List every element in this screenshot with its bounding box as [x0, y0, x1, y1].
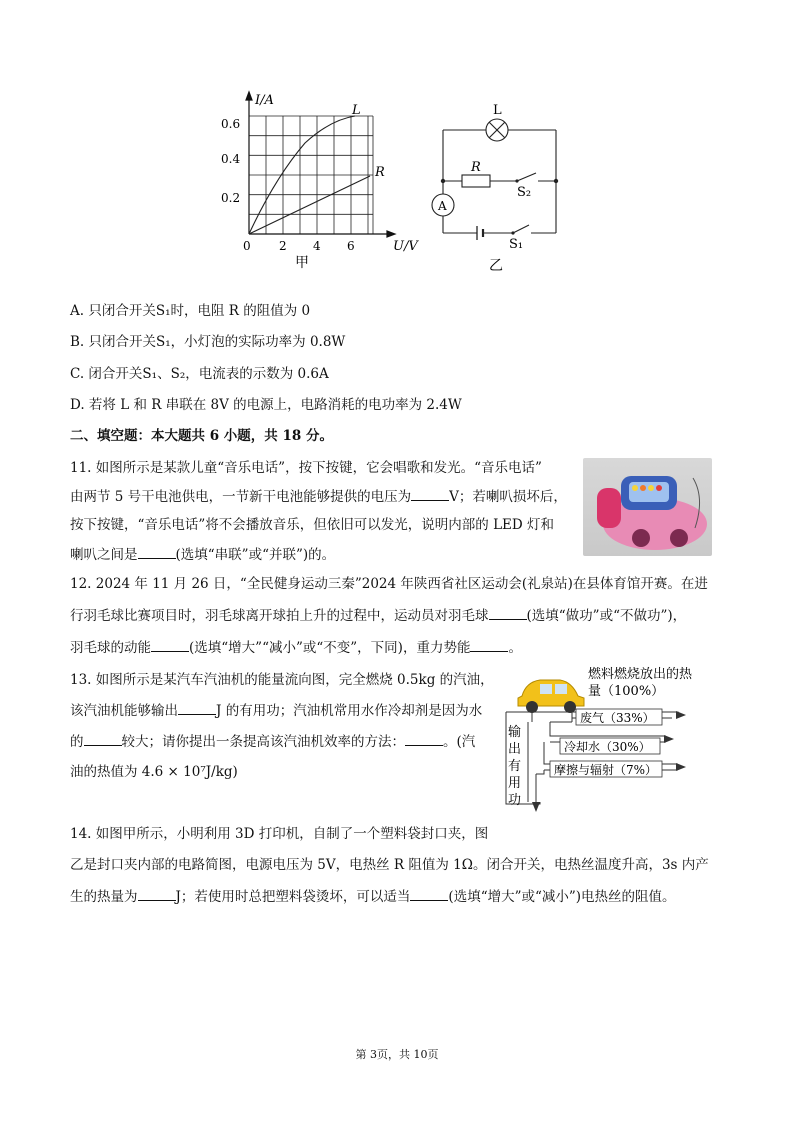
switch-s2-label: S₂ [517, 185, 532, 200]
y-tick: 0.4 [221, 152, 241, 166]
waste-gas-label: 废气（33%） [580, 711, 655, 725]
energy-top-label-1: 燃料燃烧放出的热 [588, 667, 693, 682]
x-axis-label: U/V [393, 239, 418, 254]
option-b: B. 只闭合开关S₁，小灯泡的实际功率为 0.8W [70, 334, 346, 350]
q14-line2: 乙是封口夹内部的电路简图，电源电压为 5V，电热丝 R 阻值为 1Ω。闭合开关，电热丝温度升高，3s 内产 [70, 857, 709, 873]
svg-text:出: 出 [508, 742, 522, 757]
answer-blank [138, 544, 176, 559]
svg-text:功: 功 [508, 793, 522, 808]
y-axis-label: I/A [255, 93, 274, 108]
figure-caption-jia: 甲 [295, 255, 309, 271]
graph-grid [249, 116, 373, 234]
answer-blank [151, 637, 189, 652]
x-tick: 2 [279, 239, 287, 253]
lamp-label: L [493, 103, 502, 118]
answer-blank [411, 486, 449, 501]
curve-r-label: R [375, 165, 385, 180]
music-phone-photo [583, 458, 712, 556]
answer-blank [84, 731, 122, 746]
q12-line3: 羽毛球的动能 (选填“增大”“减小”或“不变”，下同)，重力势能 。 [70, 637, 522, 658]
q13-line2: 该汽油机能够输出 J 的有用功；汽油机常用水作冷却剂是因为水 [70, 700, 482, 721]
option-a: A. 只闭合开关S₁时，电阻 R 的阻值为 0 [70, 303, 311, 319]
junction-dot [554, 179, 558, 183]
answer-blank [489, 605, 527, 620]
x-tick: 6 [347, 239, 355, 253]
curve-r [249, 176, 370, 234]
option-c: C. 闭合开关S₁、S₂，电流表的示数为 0.6A [70, 366, 329, 382]
svg-text:有: 有 [508, 759, 522, 774]
q11-line4: 喇叭之间是 (选填“串联”或“并联”)的。 [70, 544, 335, 565]
music-phone-illustration [583, 458, 712, 556]
resistor-symbol [462, 175, 490, 187]
q13-line1: 13. 如图所示是某汽车汽油机的能量流向图，完全燃烧 0.5kg 的汽油， [70, 672, 494, 688]
curve-l-label: L [352, 103, 361, 118]
answer-blank [178, 700, 216, 715]
energy-top-label-2: 量（100%） [588, 684, 665, 699]
q13-line4: 油的热值为 4.6 × 10⁷J/kg) [70, 764, 238, 780]
q11-line1: 11. 如图所示是某款儿童“音乐电话”，按下按键，它会唱歌和发光。“音乐电话” [70, 460, 542, 476]
y-tick: 0.2 [221, 191, 241, 205]
option-d: D. 若将 L 和 R 串联在 8V 的电源上，电路消耗的电功率为 2.4W [70, 397, 462, 413]
resistor-label: R [471, 160, 481, 175]
switch-s1-label: S₁ [509, 237, 524, 252]
x-tick: 4 [313, 239, 321, 253]
answer-blank [470, 637, 508, 652]
answer-blank [405, 731, 443, 746]
cooling-water-label: 冷却水（30%） [564, 740, 651, 754]
y-axis-arrow [246, 92, 252, 100]
q12-line2: 行羽毛球比赛项目时，羽毛球离开球拍上升的过程中，运动员对羽毛球 (选填“做功”或“不做功”)， [70, 605, 686, 626]
useful-work-char: 输 [508, 725, 522, 740]
page-footer: 第 3页，共 10页 [355, 1048, 439, 1061]
q11-line2: 由两节 5 号干电池供电，一节新干电池能够提供的电压为 V；若喇叭损坏后， [70, 486, 567, 507]
figure-caption-yi: 乙 [489, 258, 503, 274]
svg-text:用: 用 [508, 776, 522, 791]
circuit-figure [425, 95, 575, 275]
q11-line3: 按下按键，“音乐电话”将不会播放音乐，但依旧可以发光，说明内部的 LED 灯和 [70, 517, 555, 533]
energy-flow-diagram [500, 662, 700, 822]
q12-line1: 12. 2024 年 11 月 26 日，“全民健身运动三秦”2024 年陕西省社区运动会(礼泉站)在县体育馆开赛。在进 [70, 576, 708, 592]
y-tick: 0.6 [221, 117, 241, 131]
x-axis-arrow [387, 231, 395, 237]
switch-s2-blade [517, 173, 536, 181]
section-title: 二、填空题：本大题共 6 小题，共 18 分。 [70, 428, 333, 444]
q14-line1: 14. 如图甲所示，小明利用 3D 打印机，自制了一个塑料袋封口夹，图 [70, 826, 489, 842]
answer-blank [410, 886, 448, 901]
switch-s1-blade [513, 225, 529, 233]
iu-graph-figure [215, 88, 425, 273]
ammeter-label: A [438, 199, 447, 213]
friction-label: 摩擦与辐射（7%） [554, 763, 658, 777]
junction-dot [441, 179, 445, 183]
answer-blank [138, 886, 176, 901]
q13-line3: 的 较大；请你提出一条提高该汽油机效率的方法： 。(汽 [70, 731, 475, 752]
car-icon [518, 680, 584, 713]
q14-line3: 生的热量为 J；若使用时总把塑料袋烫坏，可以适当 (选填“增大”或“减小”)电热丝的阻值。 [70, 886, 676, 907]
origin-label: 0 [243, 239, 251, 253]
